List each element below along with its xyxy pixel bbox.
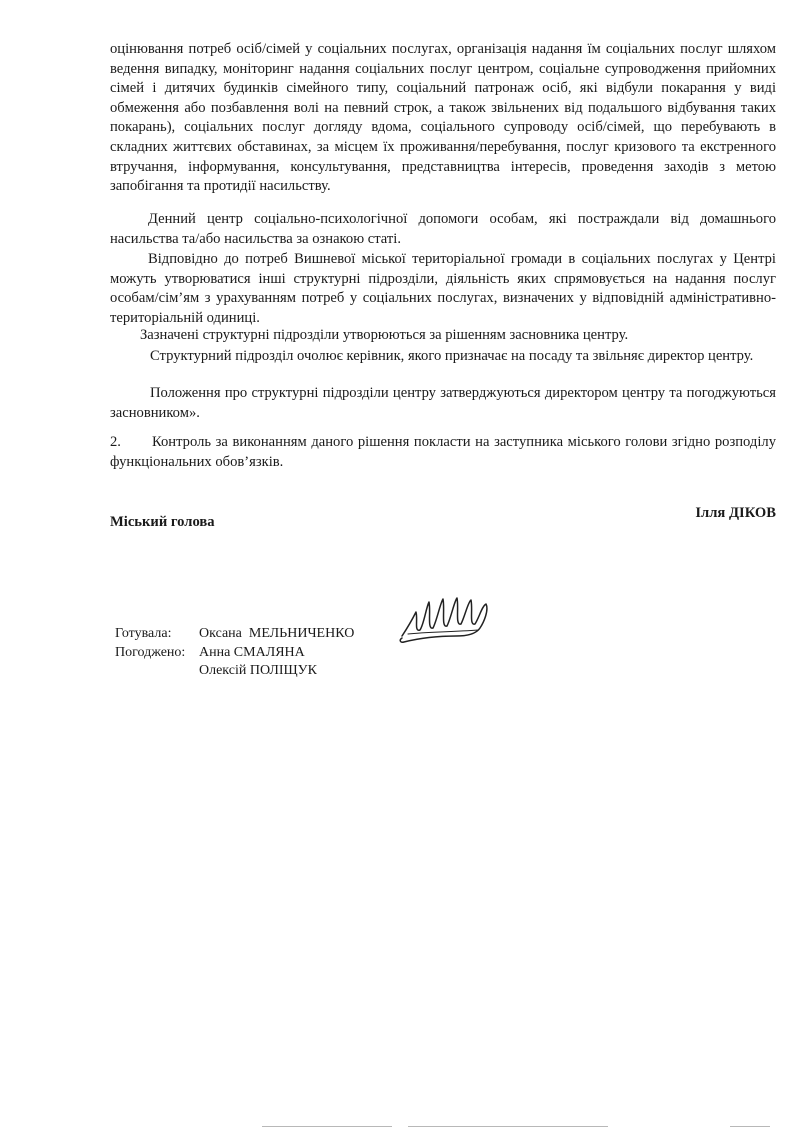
paragraph-day-center: Денний центр соціально-психологічної допомоги особам, які постраждали від домашнього насильства та/або насильства за ознакою статі.: [110, 211, 776, 247]
paragraph-other-units: Відповідно до потреб Вишневої міської територіальної громади в соціальних послугах у Центрі можуть утворюватися інші структурні підрозділи, діяльність яких спрямовується на надання послуг особам/сім’ям з урахуванням потреб у соціальних послугах, визначених у відповідній адміністративно-територіальній одиниці.: [110, 251, 776, 326]
credits-block: [115, 625, 354, 681]
agreed-label-spacer: [115, 662, 199, 681]
item-number: 2.: [110, 434, 121, 450]
footer-scan-line: [408, 1126, 608, 1127]
handwritten-signature: [396, 590, 496, 652]
item-2-text: Контроль за виконанням даного рішення покласти на заступника міського голови згідно розподілу функціональних обов’язків.: [110, 434, 776, 470]
agreed-name-1: Анна СМАЛЯНА: [199, 644, 305, 660]
agreed-label: Погоджено:: [115, 644, 186, 660]
footer-scan-line: [730, 1126, 770, 1127]
credits-agreed: [115, 644, 354, 663]
mayor-name: Ілля ДІКОВ: [695, 505, 776, 521]
paragraph-unit-regulations: Положення про структурні підрозділи центру затверджуються директором центру та погоджуються засновником».: [110, 385, 776, 421]
credits-prepared: [115, 625, 354, 644]
paragraph-services-list: оцінювання потреб осіб/сімей у соціальних послугах, організація надання їм соціальних послуг шляхом ведення випадку, моніторинг надання соціальних послуг центром, соціальне супроводження прийомних сімей і дитячих будинків сімейного типу, соціальний патронаж осіб, які відбули покарання у виді обмеження або позбавлення волі на певний строк, а також звільнених від подальшого відбування таких покарань), соціальних послуг догляду вдома, соціального супроводу осіб/сімей, що перебувають в складних життєвих обставинах, за місцем їх проживання/перебування, послуг кризового та екстренного втручання, інформування, консультування, представництва інтересів, проведення заходів з метою запобігання та протидії насильству.: [110, 41, 776, 195]
prepared-label: Готувала:: [115, 626, 172, 641]
mayor-title: Міський голова: [110, 514, 215, 530]
footer-scan-line: [262, 1126, 392, 1127]
paragraph-unit-head: Структурний підрозділ очолює керівник, якого призначає на посаду та звільняє директор центру.: [150, 348, 754, 364]
paragraph-item-2: [110, 433, 776, 472]
agreed-name-2: Олексій ПОЛІЩУК: [199, 663, 317, 678]
paragraph-units-founder: Зазначені структурні підрозділи утворюються за рішенням засновника центру.: [140, 327, 629, 343]
credits-agreed-2: [115, 662, 354, 681]
prepared-name: Оксана МЕЛЬНИЧЕНКО: [199, 626, 355, 641]
